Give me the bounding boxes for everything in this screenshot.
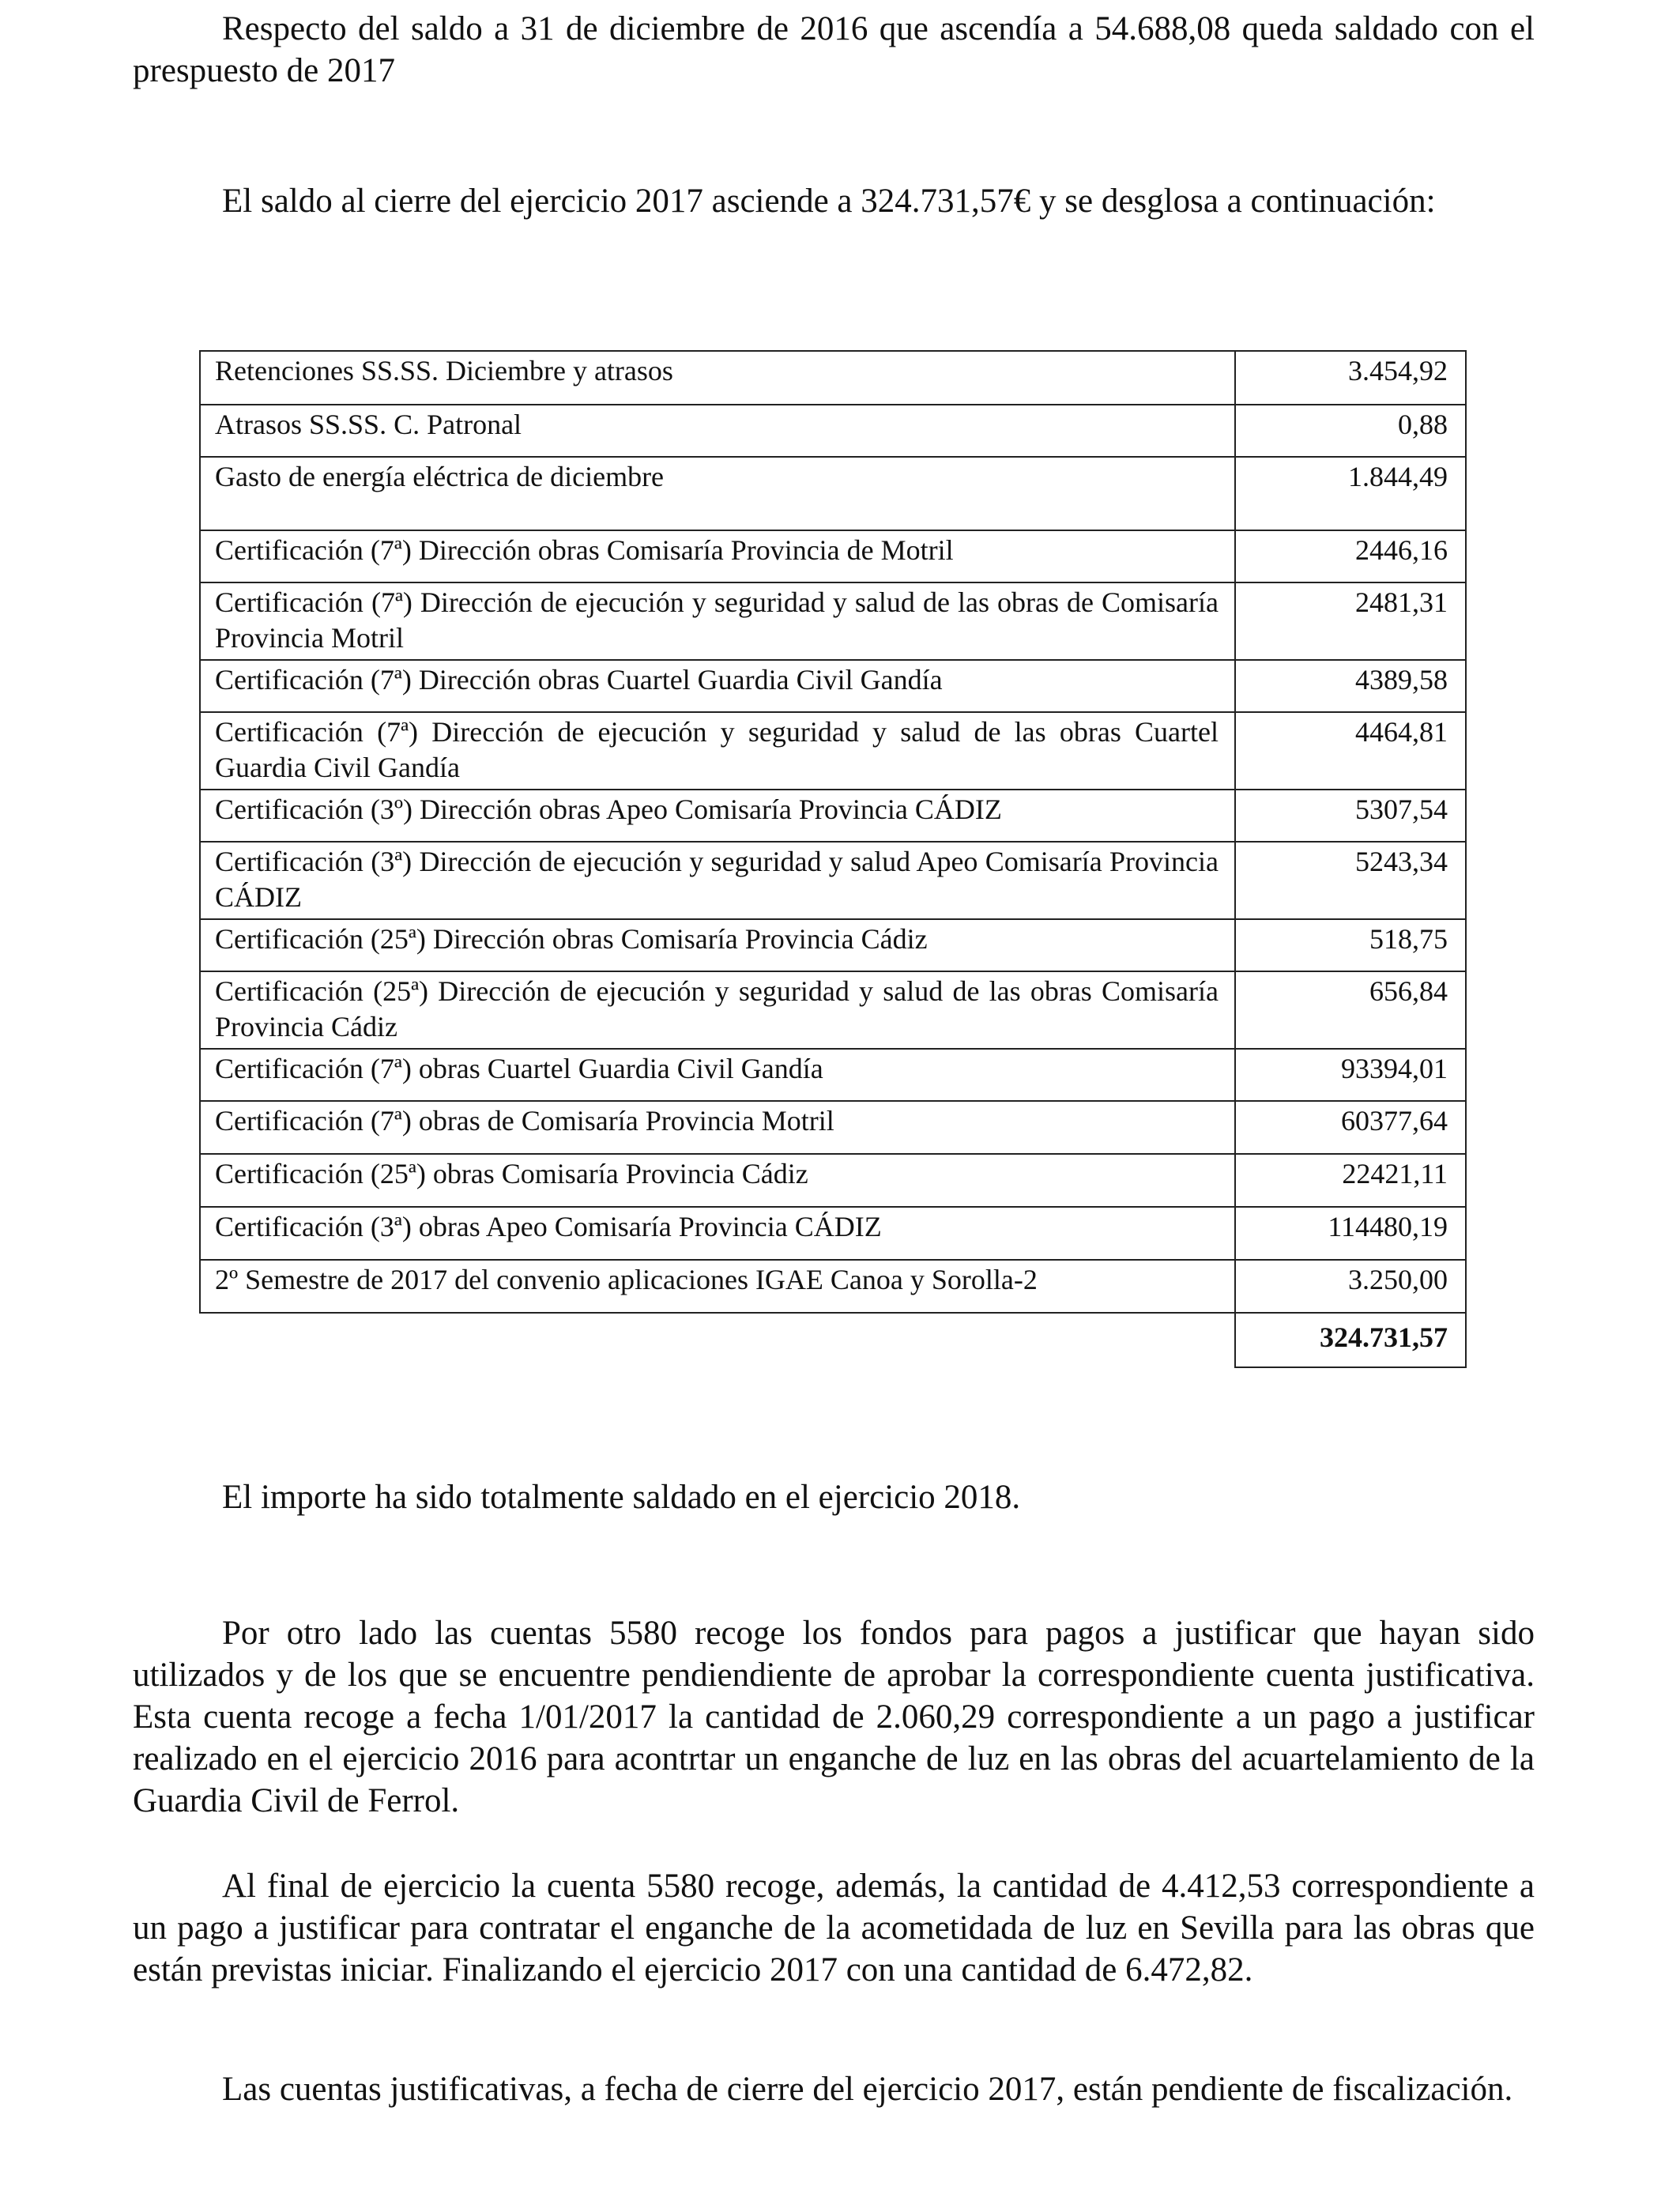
total-spacer-cell — [200, 1313, 1235, 1367]
amount-cell: 4389,58 — [1235, 660, 1466, 712]
concept-cell: 2º Semestre de 2017 del convenio aplicaciones IGAE Canoa y Sorolla-2 — [200, 1260, 1235, 1313]
concept-cell: Certificación (7ª) obras Cuartel Guardia Civil Gandía — [200, 1049, 1235, 1101]
total-amount: 324.731,57 — [1235, 1313, 1466, 1367]
paragraph-cuentas-justificativas: Las cuentas justificativas, a fecha de cierre del ejercicio 2017, están pendiente de fiscalización. — [222, 2071, 1513, 2108]
amount-cell: 4464,81 — [1235, 712, 1466, 790]
paragraph-cuentas-5580: Por otro lado las cuentas 5580 recoge los fondos para pagos a justificar que hayan sido utilizados y de los que se encuentre pendiendiente de aprobar la correspondiente cuenta justificativa. Esta cuenta recoge a fecha 1/01/2017 la cantidad de 2.060,29 correspondiente a un pago a justificar realizado en el ejercicio 2016 para acontrtar un enganche de luz en las obras del acuartelamiento de la Guardia Civil de Ferrol. — [133, 1615, 1535, 1819]
concept-cell: Certificación (7ª) obras de Comisaría Provincia Motril — [200, 1101, 1235, 1154]
concept-cell: Gasto de energía eléctrica de diciembre — [200, 457, 1235, 530]
table-row — [200, 582, 1466, 660]
amount-cell: 60377,64 — [1235, 1101, 1466, 1154]
concept-cell: Certificación (3ª) Dirección de ejecución y seguridad y salud Apeo Comisaría Provincia CÁDIZ — [200, 842, 1235, 919]
paragraph-saldo-2016: Respecto del saldo a 31 de diciembre de 2016 que ascendía a 54.688,08 queda saldado con el prespuesto de 2017 — [133, 10, 1535, 89]
paragraph-final-ejercicio: Al final de ejercicio la cuenta 5580 recoge, además, la cantidad de 4.412,53 correspondiente a un pago a justificar para contratar el enganche de la acometidada de luz en Sevilla para las obras que están previstas iniciar. Finalizando el ejercicio 2017 con una cantidad de 6.472,82. — [133, 1868, 1535, 1989]
table-row — [200, 660, 1466, 712]
amount-cell: 5243,34 — [1235, 842, 1466, 919]
amount-cell: 3.454,92 — [1235, 351, 1466, 405]
concept-cell: Retenciones SS.SS. Diciembre y atrasos — [200, 351, 1235, 405]
table-row — [200, 842, 1466, 919]
table-row — [200, 1154, 1466, 1207]
concept-cell: Certificación (7ª) Dirección obras Comisaría Provincia de Motril — [200, 530, 1235, 582]
table-row — [200, 405, 1466, 457]
table-row — [200, 1101, 1466, 1154]
total-row — [200, 1313, 1466, 1367]
amount-cell: 22421,11 — [1235, 1154, 1466, 1207]
amount-cell: 2446,16 — [1235, 530, 1466, 582]
amount-cell: 656,84 — [1235, 971, 1466, 1049]
concept-cell: Certificación (3º) Dirección obras Apeo Comisaría Provincia CÁDIZ — [200, 790, 1235, 842]
concept-cell: Certificación (25ª) Dirección de ejecución y seguridad y salud de las obras Comisaría Provincia Cádiz — [200, 971, 1235, 1049]
amount-cell: 5307,54 — [1235, 790, 1466, 842]
amount-cell: 1.844,49 — [1235, 457, 1466, 530]
concept-cell: Atrasos SS.SS. C. Patronal — [200, 405, 1235, 457]
table-row — [200, 1207, 1466, 1260]
concept-cell: Certificación (25ª) obras Comisaría Provincia Cádiz — [200, 1154, 1235, 1207]
amount-cell: 518,75 — [1235, 919, 1466, 971]
amount-cell: 3.250,00 — [1235, 1260, 1466, 1313]
table-row — [200, 790, 1466, 842]
concept-cell: Certificación (7ª) Dirección obras Cuartel Guardia Civil Gandía — [200, 660, 1235, 712]
table-row — [200, 1049, 1466, 1101]
paragraph-saldado-2018: El importe ha sido totalmente saldado en el ejercicio 2018. — [222, 1479, 1021, 1516]
desglose-table — [199, 350, 1467, 1368]
table-row — [200, 457, 1466, 530]
paragraph-saldo-cierre-2017: El saldo al cierre del ejercicio 2017 asciende a 324.731,57€ y se desglosa a continuación: — [222, 183, 1436, 220]
concept-cell: Certificación (7ª) Dirección de ejecución y seguridad y salud de las obras Cuartel Guardia Civil Gandía — [200, 712, 1235, 790]
table-row — [200, 530, 1466, 582]
amount-cell: 0,88 — [1235, 405, 1466, 457]
concept-cell: Certificación (25ª) Dirección obras Comisaría Provincia Cádiz — [200, 919, 1235, 971]
amount-cell: 114480,19 — [1235, 1207, 1466, 1260]
amount-cell: 93394,01 — [1235, 1049, 1466, 1101]
table-row — [200, 971, 1466, 1049]
concept-cell: Certificación (7ª) Dirección de ejecución y seguridad y salud de las obras de Comisaría Provincia Motril — [200, 582, 1235, 660]
concept-cell: Certificación (3ª) obras Apeo Comisaría Provincia CÁDIZ — [200, 1207, 1235, 1260]
amount-cell: 2481,31 — [1235, 582, 1466, 660]
table-row — [200, 351, 1466, 405]
table-row — [200, 1260, 1466, 1313]
table-row — [200, 712, 1466, 790]
table-row — [200, 919, 1466, 971]
